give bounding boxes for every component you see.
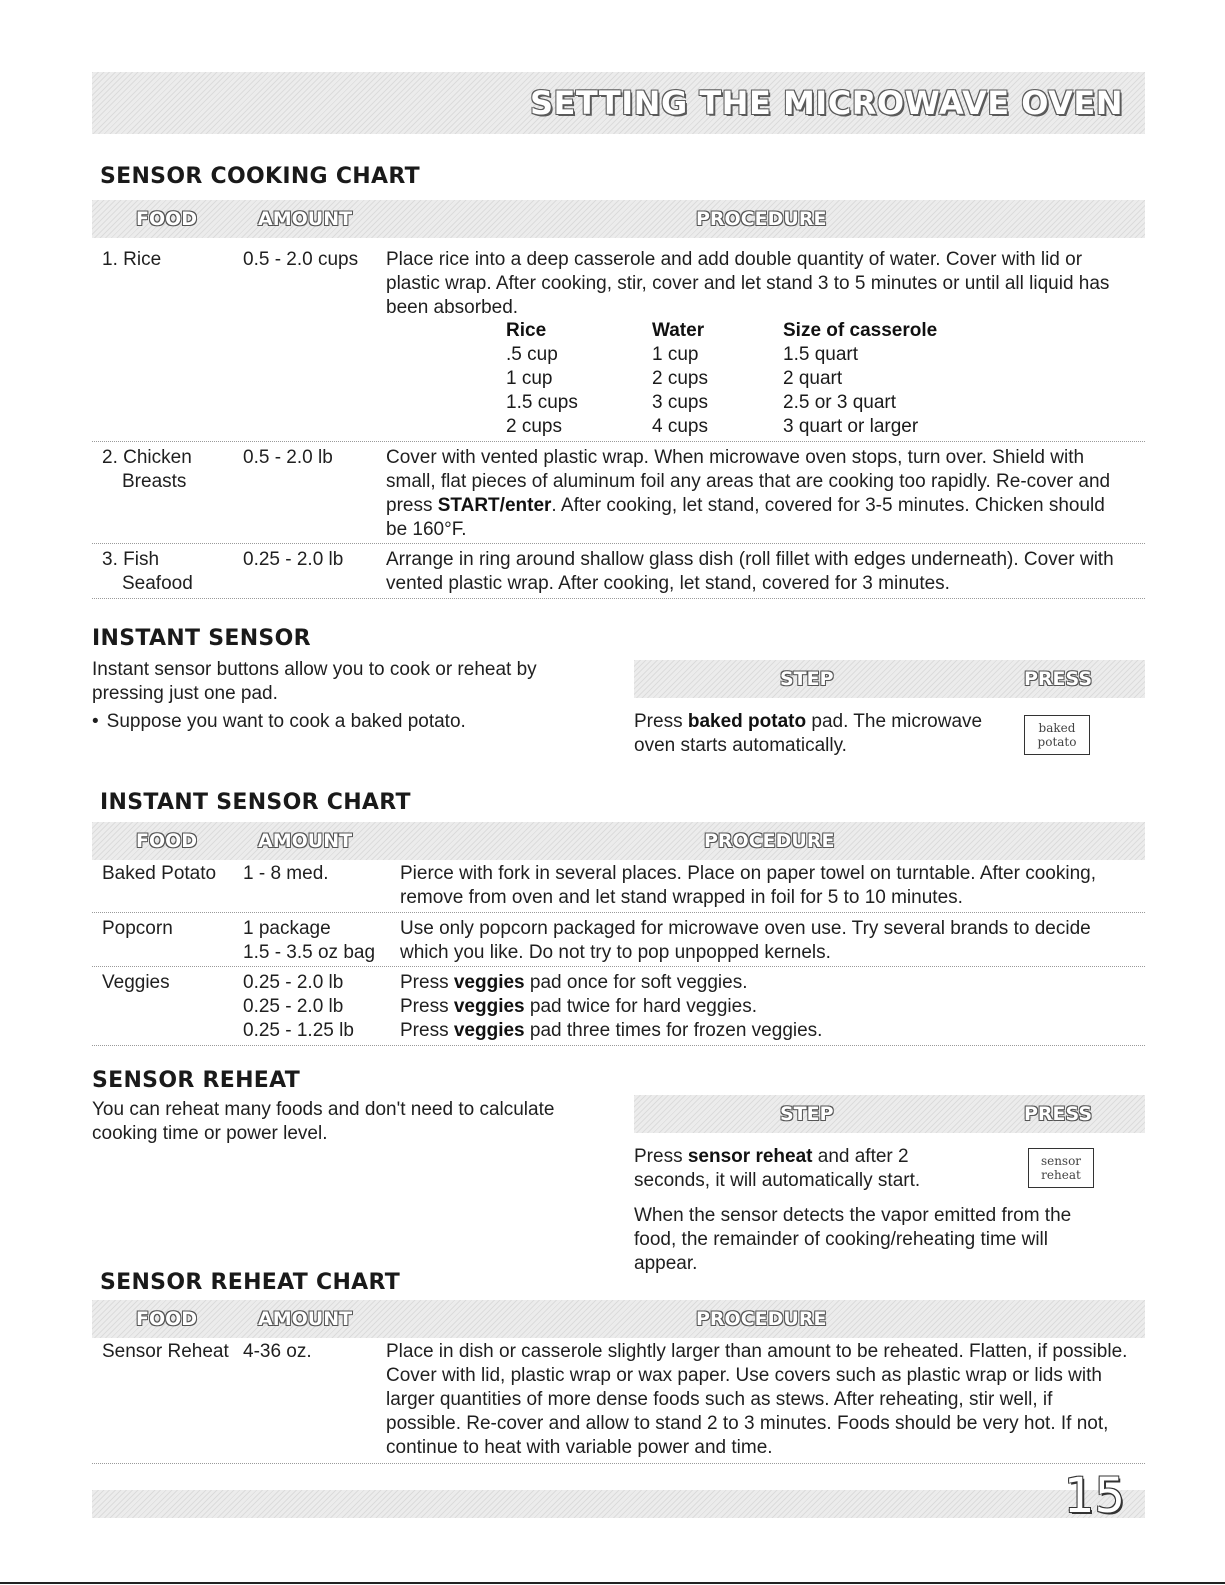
procedure-veggies xyxy=(400,1019,822,1043)
pad-label: reheat xyxy=(1041,1168,1081,1182)
sensor-reheat-chart-heading: SENSOR REHEAT CHART xyxy=(100,1270,401,1295)
procedure-text: Press xyxy=(400,1020,454,1041)
procedure-text: pad twice for hard veggies. xyxy=(524,996,757,1017)
procedure-rice: Place rice into a deep casserole and add double quantity of water. Cover with lid or plastic wrap. After cooking, stir, cover and let stand 3 to 5 minutes or until all liquid has been absorbed. xyxy=(386,249,1110,318)
start-enter-keyword: START/enter xyxy=(437,495,552,516)
casserole-cell: 2.5 or 3 quart xyxy=(783,392,897,413)
casserole-col-header: Size of casserole xyxy=(783,320,938,341)
row-divider xyxy=(92,912,1145,913)
instant-sensor-chart-header xyxy=(92,822,1145,860)
food-fish: 3. Fish xyxy=(102,549,160,570)
instant-sensor-step-text xyxy=(634,710,984,758)
step-text: Press xyxy=(634,711,688,732)
pad-label: sensor xyxy=(1040,1154,1082,1168)
veggies-keyword: veggies xyxy=(453,996,525,1017)
instant-sensor-chart-heading: INSTANT SENSOR CHART xyxy=(100,790,411,815)
amount-baked-potato: 1 - 8 med. xyxy=(243,863,329,884)
sensor-reheat-keyword: sensor reheat xyxy=(687,1146,813,1167)
sensor-reheat-pad-button[interactable] xyxy=(1028,1148,1094,1188)
food-sensor-reheat: Sensor Reheat xyxy=(102,1341,229,1362)
procedure-text: Cover with vented plastic wrap. When microwave oven stops, turn over. Shield with small, flat pieces of aluminum foil any areas that are cooking too rapidly. Re-cover and press xyxy=(386,447,1111,516)
amount-veggies: 0.25 - 2.0 lb xyxy=(243,972,344,993)
procedure-text: pad once for soft veggies. xyxy=(524,972,748,993)
instant-sensor-heading: INSTANT SENSOR xyxy=(92,626,311,651)
food-popcorn: Popcorn xyxy=(102,918,173,939)
water-cell: 2 cups xyxy=(652,368,708,389)
water-col-header: Water xyxy=(652,320,705,341)
amount-fish: 0.25 - 2.0 lb xyxy=(243,549,344,570)
rice-col-header: Rice xyxy=(506,320,547,341)
row-divider xyxy=(92,598,1145,599)
water-cell: 4 cups xyxy=(652,416,708,437)
step-text: and after 2 seconds, it will automatically start. xyxy=(634,1146,921,1191)
sensor-cooking-chart-heading: SENSOR COOKING CHART xyxy=(100,164,420,189)
col-procedure: PROCEDURE xyxy=(704,830,835,852)
water-cell: 1 cup xyxy=(652,344,699,365)
procedure-veggies xyxy=(400,995,757,1019)
bottom-rule xyxy=(0,1582,1225,1584)
sensor-reheat-note: When the sensor detects the vapor emitted from the food, the remainder of cooking/reheating time will appear. xyxy=(634,1205,1072,1274)
sensor-reheat-intro: You can reheat many foods and don't need to calculate cooking time or power level. xyxy=(92,1099,555,1144)
row-divider xyxy=(92,1045,1145,1046)
col-procedure: PROCEDURE xyxy=(696,1308,827,1330)
food-veggies: Veggies xyxy=(102,972,170,993)
casserole-cell: 1.5 quart xyxy=(783,344,858,365)
col-food: FOOD xyxy=(136,1308,198,1330)
amount-popcorn-bag: 1.5 - 3.5 oz bag xyxy=(243,942,376,963)
casserole-cell: 2 quart xyxy=(783,368,843,389)
procedure-text: . After cooking, let stand, covered for 3-5 minutes. Chicken should be 160°F. xyxy=(386,495,1105,540)
pad-label: baked xyxy=(1038,721,1076,735)
procedure-text: pad three times for frozen veggies. xyxy=(524,1020,823,1041)
col-amount: AMOUNT xyxy=(258,208,353,230)
casserole-cell: 3 quart or larger xyxy=(783,416,919,437)
amount-chicken: 0.5 - 2.0 lb xyxy=(243,447,333,468)
amount-popcorn: 1 package xyxy=(243,918,331,939)
step-label: STEP xyxy=(780,668,834,690)
row-divider xyxy=(92,441,1145,442)
amount-veggies: 0.25 - 1.25 lb xyxy=(243,1020,354,1041)
sensor-cooking-table-header xyxy=(92,200,1145,238)
baked-potato-pad-button[interactable] xyxy=(1024,715,1090,755)
sensor-reheat-heading: SENSOR REHEAT xyxy=(92,1068,301,1093)
procedure-veggies xyxy=(400,971,748,995)
page-banner xyxy=(92,72,1145,134)
sensor-reheat-chart-header xyxy=(92,1300,1145,1338)
rice-cell: 1 cup xyxy=(506,368,553,389)
procedure-popcorn: Use only popcorn packaged for microwave oven use. Try several brands to decide which you like. Do not try to pop unpopped kernels. xyxy=(400,918,1091,963)
col-amount: AMOUNT xyxy=(258,1308,353,1330)
footer-band xyxy=(92,1490,1145,1518)
procedure-sensor-reheat: Place in dish or casserole slightly larger than amount to be reheated. Flatten, if possible. Cover with lid, plastic wrap or wax paper. Use covers such as plastic wrap or lids with larger quantities of more dense foods such as stews. After reheating, stir well, if possible. Re-cover and allow to stand 2 to 3 minutes. Foods should be very hot. If not, continue to heat with variable power and time. xyxy=(386,1341,1128,1458)
step-text: Press xyxy=(634,1146,688,1167)
water-cell: 3 cups xyxy=(652,392,708,413)
row-divider xyxy=(92,1463,1145,1464)
col-amount: AMOUNT xyxy=(258,830,353,852)
step-text: pad. The microwave oven starts automatically. xyxy=(634,711,983,756)
rice-cell: 1.5 cups xyxy=(506,392,578,413)
sensor-reheat-step-text xyxy=(634,1145,974,1193)
row-divider xyxy=(92,966,1145,967)
press-label: PRESS xyxy=(1024,1103,1093,1125)
food-chicken: 2. Chicken xyxy=(102,447,192,468)
amount-veggies: 0.25 - 2.0 lb xyxy=(243,996,344,1017)
procedure-text: Press xyxy=(400,996,454,1017)
food-fish-line2: Seafood xyxy=(122,573,193,594)
col-food: FOOD xyxy=(136,208,198,230)
food-chicken-line2: Breasts xyxy=(122,471,187,492)
procedure-text: Press xyxy=(400,972,454,993)
food-baked-potato: Baked Potato xyxy=(102,863,217,884)
step-label: STEP xyxy=(780,1103,834,1125)
amount-sensor-reheat: 4-36 oz. xyxy=(243,1341,312,1362)
pad-label: potato xyxy=(1037,735,1077,749)
page-number: 15 xyxy=(1063,1468,1125,1524)
instant-sensor-step-header xyxy=(634,660,1145,698)
rice-water-table xyxy=(506,319,1006,439)
baked-potato-keyword: baked potato xyxy=(687,711,807,732)
rice-cell: 2 cups xyxy=(506,416,562,437)
food-rice: 1. Rice xyxy=(102,249,162,270)
row-divider xyxy=(92,543,1145,544)
procedure-baked-potato: Pierce with fork in several places. Place on paper towel on turntable. After cooking, remove from oven and let stand wrapped in foil for 5 to 10 minutes. xyxy=(400,863,1096,908)
procedure-chicken xyxy=(386,446,1131,542)
page-title: SETTING THE MICROWAVE OVEN xyxy=(529,84,1123,122)
procedure-fish: Arrange in ring around shallow glass dish (roll fillet with edges underneath). Cover with vented plastic wrap. After cooking, let stand, covered for 3 minutes. xyxy=(386,549,1114,594)
veggies-keyword: veggies xyxy=(453,972,525,993)
sensor-reheat-step-header xyxy=(634,1095,1145,1133)
rice-cell: .5 cup xyxy=(506,344,558,365)
press-label: PRESS xyxy=(1024,668,1093,690)
instant-sensor-bullet: • Suppose you want to cook a baked potato. xyxy=(92,710,466,734)
instant-sensor-intro: Instant sensor buttons allow you to cook or reheat by pressing just one pad. xyxy=(92,659,537,704)
col-food: FOOD xyxy=(136,830,198,852)
veggies-keyword: veggies xyxy=(453,1020,525,1041)
col-procedure: PROCEDURE xyxy=(696,208,827,230)
amount-rice: 0.5 - 2.0 cups xyxy=(243,249,359,270)
